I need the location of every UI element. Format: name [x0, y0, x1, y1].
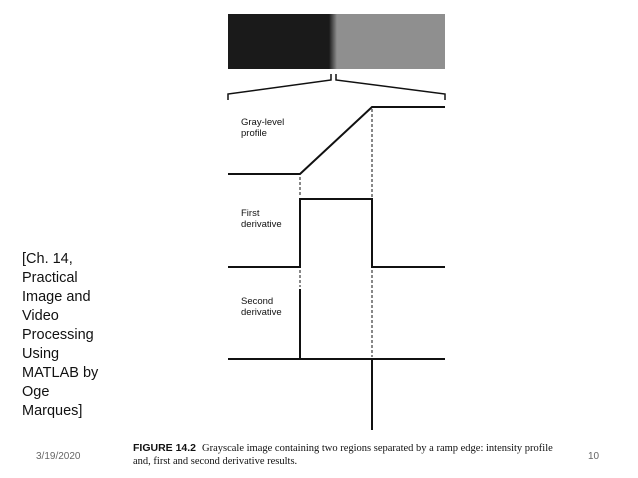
first-derivative-curve: [228, 199, 445, 267]
slide-page-number: 10: [588, 451, 600, 462]
second-derivative-label-line1: Second: [241, 296, 274, 307]
figure-caption: [133, 442, 563, 468]
first-derivative-panel: [228, 199, 445, 267]
first-derivative-label-line1: First: [241, 208, 260, 219]
second-derivative-panel: [228, 289, 445, 430]
citation-line: Video: [22, 308, 59, 324]
citation-line: Practical: [22, 270, 78, 286]
alignment-guides: [300, 109, 372, 357]
citation-line: Marques]: [22, 403, 83, 419]
citation-line: MATLAB by: [22, 365, 99, 381]
ramp-region: [329, 14, 337, 69]
figure-label: FIGURE 14.2: [133, 442, 197, 454]
citation-line: Image and: [22, 289, 91, 305]
dark-region: [228, 14, 329, 69]
light-region: [337, 14, 445, 69]
citation-line: [Ch. 14,: [22, 251, 73, 267]
profile-label-line1: Gray-level: [241, 117, 285, 128]
caption-text: Grayscale image containing two regions separated by a ramp edge: intensity profile and, first and second derivative results.: [133, 443, 553, 467]
second-derivative-label-line2: derivative: [241, 307, 282, 318]
citation-line: Using: [22, 346, 60, 362]
citation-line: Processing: [22, 327, 94, 343]
gray-level-profile-panel: [228, 107, 445, 174]
profile-label-line2: profile: [241, 128, 267, 139]
grayscale-strip: [228, 14, 445, 69]
citation-line: Oge: [22, 384, 50, 400]
first-derivative-label-line2: derivative: [241, 219, 282, 230]
slide-date: 3/19/2020: [36, 451, 81, 462]
zoom-bracket: [228, 74, 445, 100]
book-citation: [22, 250, 112, 421]
